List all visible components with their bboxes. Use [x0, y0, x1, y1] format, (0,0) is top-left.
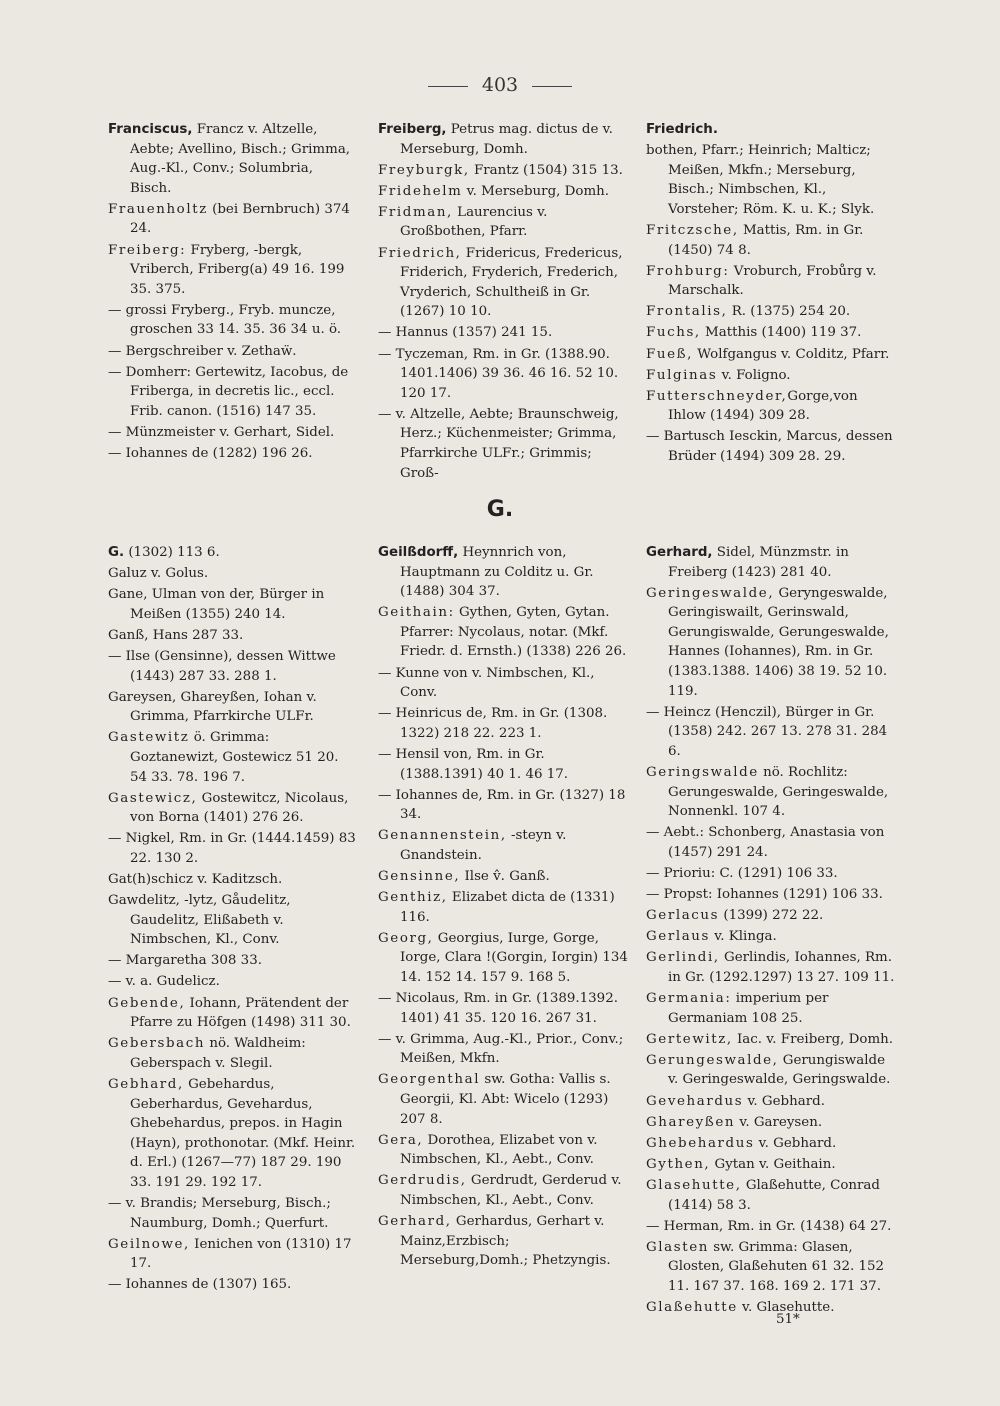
entry-headword: Freiberg: — [108, 242, 187, 258]
entry-text: Laurencius v. Großbothen, Pfarr. — [400, 204, 548, 240]
entry-text: — Propst: Iohannes (1291) 106 33. — [646, 887, 883, 903]
entry-headword: Fritczsche, — [646, 222, 739, 238]
index-entry — [646, 823, 896, 862]
page-number: 403 — [481, 74, 519, 96]
entry-text: nö. Waldheim: Geberspach v. Slegil. — [130, 1036, 306, 1071]
index-entry — [378, 704, 628, 743]
entry-text: Iohann, Prätendent der Pfarre zu Höfgen (1498) 311 30. — [130, 995, 351, 1031]
entry-text: — grossi Fryberg., Fryb. muncze, groschen 33 14. 35. 36 34 u. ö. — [108, 302, 342, 338]
entry-text: v. Foligno. — [717, 367, 791, 383]
entry-text: v. Gareysen. — [735, 1114, 823, 1130]
entry-text: sw. Gotha: Vallis s. Georgii, Kl. Abt: Wicelo (1293) 207 8. — [400, 1072, 611, 1127]
index-entry — [108, 1275, 358, 1295]
entry-headword: Ghebehardus — [646, 1135, 755, 1151]
entry-text: Gareysen, Ghareyßen, Iohan v. Grimma, Pfarrkirche ULFr. — [108, 689, 317, 725]
index-entry — [108, 829, 358, 868]
entry-text: Gythen, Gyten, Gytan. Pfarrer: Nycolaus, notar. (Mkf. Friedr. d. Ernsth.) (1338) 226 26. — [400, 605, 627, 660]
entry-headword: Geringswalde — [646, 765, 759, 781]
entry-headword: Gythen, — [646, 1156, 711, 1172]
entry-headword: G. — [108, 545, 125, 560]
entry-headword: Georgenthal — [378, 1072, 481, 1088]
entry-text: — v. a. Gudelicz. — [108, 974, 220, 990]
column-2-bottom — [378, 543, 628, 1272]
entry-text: — Kunne von v. Nimbschen, Kl., Conv. — [378, 665, 595, 701]
entry-text: — Iohannes de (1282) 196 26. — [108, 446, 313, 461]
entry-headword: Glasehutte, — [646, 1177, 742, 1193]
index-entry — [646, 141, 896, 219]
entry-text: — v. Grimma, Aug.-Kl., Prior., Conv.; Meißen, Mkfn. — [378, 1031, 624, 1067]
index-entry — [646, 1113, 896, 1133]
entry-text: (1302) 113 6. — [124, 545, 220, 560]
entry-headword: Genannenstein, — [378, 828, 507, 844]
entry-text: — Hannus (1357) 241 15. — [378, 325, 553, 341]
entry-headword: Gertewitz, — [646, 1031, 733, 1047]
index-entry — [378, 929, 628, 988]
index-entry — [378, 1212, 628, 1271]
index-entry — [646, 427, 896, 466]
entry-headword: Frohburg: — [646, 263, 730, 279]
entry-headword: Geilnowe, — [108, 1236, 190, 1252]
signature-mark: 51* — [776, 1312, 800, 1327]
index-entry — [646, 302, 896, 322]
index-entry — [378, 786, 628, 825]
entry-headword: Friedrich. — [646, 122, 718, 137]
index-entry — [646, 1217, 896, 1237]
index-entry — [108, 200, 358, 239]
section-letter: G. — [486, 497, 514, 522]
index-entry — [646, 927, 896, 947]
index-entry — [378, 989, 628, 1028]
header-rule-left — [428, 86, 468, 87]
column-1-top — [108, 120, 358, 465]
index-entry — [646, 1092, 896, 1112]
page-header — [0, 74, 1000, 96]
entry-text: Gorge,von Ihlow (1494) 309 28. — [668, 388, 858, 424]
entry-text: Petrus mag. dictus de v. Merseburg, Domh. — [400, 122, 613, 157]
index-entry — [378, 745, 628, 784]
entry-text: Matthis (1400) 119 37. — [700, 325, 862, 341]
entry-text: -steyn v. Gnandstein. — [400, 828, 567, 863]
entry-headword: Germania: — [646, 991, 732, 1007]
entry-text: sw. Grimma: Glasen, Glosten, Glaßehuten 61 32. 152 11. 167 37. 168. 169 2. 171 37. — [668, 1239, 885, 1294]
entry-headword: Frontalis, — [646, 304, 728, 320]
entry-text: Gostewitcz, Nicolaus, von Borna (1401) 276 26. — [130, 790, 349, 826]
index-entry — [378, 867, 628, 887]
entry-text: — Heincz (Henczil), Bürger in Gr. (1358) 242. 267 13. 278 31. 284 6. — [646, 704, 888, 759]
entry-headword: Fridman, — [378, 204, 453, 220]
entry-text: R. (1375) 254 20. — [727, 304, 851, 320]
index-entry — [108, 688, 358, 727]
index-entry — [108, 647, 358, 686]
index-entry — [378, 1171, 628, 1210]
column-3-top — [646, 120, 896, 468]
index-entry — [378, 323, 628, 343]
entry-text: Gerlindis, Iohannes, Rm. in Gr. (1292.1297) 13 27. 109 11. — [668, 950, 895, 985]
entry-headword: Gerlacus — [646, 908, 720, 924]
index-entry — [108, 1194, 358, 1233]
entry-text: v. Merseburg, Domh. — [462, 183, 610, 199]
entry-text: imperium per Germaniam 108 25. — [668, 991, 829, 1026]
column-3-bottom — [646, 543, 896, 1319]
entry-headword: Franciscus, — [108, 122, 193, 137]
entry-text: Galuz v. Golus. — [108, 566, 209, 582]
index-entry — [378, 888, 628, 927]
index-entry — [108, 543, 358, 563]
index-entry — [108, 241, 358, 300]
entry-text: ö. Grimma: Goztanewizt, Gostewicz 51 20. 54 33. 78. 196 7. — [130, 730, 339, 785]
entry-headword: Gera, — [378, 1132, 424, 1148]
index-entry — [108, 728, 358, 787]
index-entry — [108, 1075, 358, 1193]
index-entry — [108, 994, 358, 1033]
index-entry — [378, 603, 628, 662]
entry-text: v. Glasehutte. — [737, 1299, 835, 1315]
index-entry — [646, 345, 896, 365]
entry-text: v. Gebhard. — [754, 1135, 837, 1151]
index-entry — [108, 363, 358, 422]
entry-text: Gerungiswalde v. Geringeswalde, Geringswalde. — [668, 1052, 891, 1088]
entry-headword: Gerungeswalde, — [646, 1052, 779, 1068]
index-entry — [646, 120, 896, 140]
index-entry — [108, 870, 358, 890]
index-entry — [108, 951, 358, 971]
entry-headword: Gebende, — [108, 995, 186, 1011]
index-entry — [646, 262, 896, 301]
entry-text: Ienichen von (1310) 17 17. — [130, 1236, 352, 1272]
entry-headword: Fuchs, — [646, 325, 701, 341]
index-entry — [378, 826, 628, 865]
entry-text: — Aebt.: Schonberg, Anastasia von (1457) 291 24. — [646, 825, 885, 860]
entry-text: Wolfgangus v. Colditz, Pfarr. — [693, 346, 890, 362]
index-entry — [108, 626, 358, 646]
index-entry — [646, 1030, 896, 1050]
index-entry — [646, 989, 896, 1028]
index-entry — [108, 564, 358, 584]
entry-text: — Iohannes de, Rm. in Gr. (1327) 18 34. — [378, 787, 626, 823]
index-entry — [646, 221, 896, 260]
entry-headword: Freiberg, — [378, 122, 447, 137]
entry-text: Iac. v. Freiberg, Domh. — [732, 1031, 894, 1047]
entry-text: (bei Bernbruch) 374 24. — [130, 201, 350, 237]
entry-headword: Georg, — [378, 930, 434, 946]
entry-text: Fryberg, -bergk, Vriberch, Friberg(a) 49 16. 199 35. 375. — [130, 242, 345, 297]
index-entry — [646, 584, 896, 702]
entry-text: — Bergschreiber v. Zethaẅ. — [108, 343, 297, 359]
entry-text: — Münzmeister v. Gerhart, Sidel. — [108, 424, 335, 440]
index-entry — [646, 1176, 896, 1215]
entry-text: Gane, Ulman von der, Bürger in Meißen (1355) 240 14. — [108, 587, 325, 622]
entry-text: Glaßehutte, Conrad (1414) 58 3. — [668, 1177, 880, 1213]
index-entry — [108, 1235, 358, 1274]
index-entry — [378, 161, 628, 181]
entry-text: — Iohannes de (1307) 165. — [108, 1277, 292, 1293]
column-1-bottom — [108, 543, 358, 1296]
index-entry — [646, 543, 896, 582]
entry-text: — Heinricus de, Rm. in Gr. (1308. 1322) 218 22. 223 1. — [378, 706, 608, 741]
index-entry — [378, 182, 628, 202]
index-entry — [646, 1134, 896, 1154]
entry-headword: Geilßdorff, — [378, 545, 459, 560]
entry-headword: Fridehelm — [378, 183, 463, 199]
index-entry — [108, 585, 358, 624]
entry-headword: Gensinne, — [378, 869, 461, 884]
entry-text: Gytan v. Geithain. — [710, 1156, 836, 1172]
entry-text: Gat(h)schicz v. Kaditzsch. — [108, 872, 283, 887]
entry-headword: Gerdrudis, — [378, 1173, 467, 1189]
entry-text: — Herman, Rm. in Gr. (1438) 64 27. — [646, 1218, 892, 1234]
entry-text: Georgius, Iurge, Gorge, Iorge, Clara !(Gorgin, Iorgin) 134 14. 152 14. 157 9. 168 5. — [400, 930, 628, 985]
entry-text: Geryngeswalde, Geringiswailt, Gerinswald, Gerungiswalde, Gerungeswalde, Hannes (Iohannes), Rm. in Gr. (1383.1388. 1406) 38 19. 52 10. 119. — [668, 585, 889, 699]
index-entry — [646, 948, 896, 987]
entry-headword: Glaßehutte — [646, 1299, 738, 1315]
entry-text: — v. Altzelle, Aebte; Braunschweig, Herz.; Küchenmeister; Grimma, Pfarrkirche ULFr.; Grimmis; Groß- — [378, 406, 619, 481]
entry-text: v. Klinga. — [710, 929, 777, 945]
entry-text: Dorothea, Elizabet von v. Nimbschen, Kl., Aebt., Conv. — [400, 1132, 598, 1168]
entry-headword: Frauenholtz — [108, 201, 208, 217]
entry-text: Ganß, Hans 287 33. — [108, 627, 244, 643]
entry-headword: Freyburgk, — [378, 162, 470, 178]
entry-headword: Ghareyßen — [646, 1114, 736, 1130]
entry-text: Frantz (1504) 315 13. — [469, 162, 623, 178]
entry-text: Sidel, Münzmstr. in Freiberg (1423) 281 40. — [668, 545, 849, 580]
index-entry — [108, 1034, 358, 1073]
entry-text: — Tyczeman, Rm. in Gr. (1388.90. 1401.1406) 39 36. 46 16. 52 10. 120 17. — [378, 346, 619, 401]
index-entry — [378, 405, 628, 483]
index-entry — [108, 972, 358, 992]
index-entry — [108, 301, 358, 340]
entry-headword: Futterschneyder, — [646, 388, 788, 404]
entry-text: Gerhardus, Gerhart v. Mainz,Erzbisch; Merseburg,Domh.; Phetzyngis. — [400, 1214, 611, 1269]
index-entry — [646, 703, 896, 762]
entry-headword: Geithain: — [378, 605, 455, 621]
header-rule-right — [532, 86, 572, 87]
index-entry — [646, 1051, 896, 1090]
index-entry — [646, 763, 896, 822]
entry-text: — Hensil von, Rm. in Gr. (1388.1391) 40 1. 46 17. — [378, 746, 569, 782]
entry-text: — Prioriu: C. (1291) 106 33. — [646, 866, 838, 881]
index-entry — [646, 1238, 896, 1297]
index-entry — [378, 120, 628, 159]
entry-headword: Fulginas — [646, 367, 718, 383]
entry-headword: Glasten — [646, 1239, 709, 1255]
entry-text: Ilse v̂. Ganß. — [460, 869, 550, 884]
entry-text: Francz v. Altzelle, Aebte; Avellino, Bisch.; Grimma, Aug.-Kl., Conv.; Solumbria, Bisch. — [130, 122, 351, 196]
entry-text: Elizabet dicta de (1331) 116. — [400, 890, 615, 925]
index-entry — [378, 203, 628, 242]
entry-headword: Gerhard, — [646, 545, 713, 560]
entry-text: — Ilse (Gensinne), dessen Wittwe (1443) 287 33. 288 1. — [108, 648, 336, 684]
entry-text: (1399) 272 22. — [719, 908, 824, 924]
entry-text: nö. Rochlitz: Gerungeswalde, Geringeswalde, Nonnenkl. 107 4. — [668, 765, 889, 820]
index-entry — [108, 789, 358, 828]
entry-headword: Gerlaus — [646, 929, 710, 945]
index-entry — [378, 1070, 628, 1129]
index-entry — [108, 120, 358, 198]
entry-headword: Genthiz, — [378, 890, 448, 906]
index-entry — [108, 423, 358, 443]
entry-text: — Domherr: Gertewitz, Iacobus, de Friberga, in decretis lic., eccl. Frib. canon. (1516) 147 35. — [108, 364, 349, 419]
index-entry — [646, 864, 896, 884]
index-entry — [646, 885, 896, 905]
index-entry — [646, 387, 896, 426]
entry-headword: Gebersbach — [108, 1036, 206, 1052]
column-2-top — [378, 120, 628, 485]
index-entry — [646, 366, 896, 386]
index-entry — [378, 543, 628, 602]
index-entry — [646, 906, 896, 926]
entry-text: Gawdelitz, -lytz, Gåudelitz, Gaudelitz, Elißabeth v. Nimbschen, Kl., Conv. — [108, 893, 291, 948]
index-entry — [108, 891, 358, 950]
entry-headword: Gevehardus — [646, 1093, 744, 1109]
entry-text: Fridericus, Fredericus, Friderich, Fryderich, Frederich, Vryderich, Schultheiß in Gr. (1267) 10 10. — [400, 245, 623, 320]
entry-text: Vroburch, Frobůrg v. Marschalk. — [668, 263, 877, 299]
entry-text: Gebehardus, Geberhardus, Gevehardus, Ghebehardus, prepos. in Hagin (Hayn), prothonotar. (Mkf. Heinr. d. Erl.) (1267—77) 187 29. 190 33. 191 29. 192 17. — [130, 1076, 356, 1190]
entry-text: — Nigkel, Rm. in Gr. (1444.1459) 83 22. 130 2. — [108, 831, 356, 866]
entry-text: — Nicolaus, Rm. in Gr. (1389.1392. 1401) 41 35. 120 16. 267 31. — [378, 991, 618, 1026]
entry-text: — Margaretha 308 33. — [108, 953, 262, 969]
entry-text: v. Gebhard. — [743, 1093, 825, 1109]
index-entry — [378, 1030, 628, 1069]
index-entry — [378, 244, 628, 322]
entry-headword: Gastewicz, — [108, 790, 198, 806]
index-entry — [378, 345, 628, 404]
entry-text: Mattis, Rm. in Gr. (1450) 74 8. — [668, 222, 864, 258]
entry-text: — Bartusch Iesckin, Marcus, dessen Brüder (1494) 309 28. 29. — [646, 429, 893, 464]
index-entry — [378, 1131, 628, 1170]
index-entry — [646, 323, 896, 343]
index-entry — [646, 1155, 896, 1175]
entry-text: — v. Brandis; Merseburg, Bisch.; Naumburg, Domh.; Querfurt. — [108, 1196, 331, 1231]
entry-headword: Geringeswalde, — [646, 585, 775, 601]
entry-headword: Gastewitz — [108, 730, 190, 746]
entry-headword: Gerhard, — [378, 1214, 452, 1230]
entry-headword: Fueß, — [646, 346, 694, 362]
index-entry — [108, 342, 358, 362]
entry-text: Gerdrudt, Gerderud v. Nimbschen, Kl., Aebt., Conv. — [400, 1173, 622, 1208]
index-entry — [378, 664, 628, 703]
entry-headword: Gebhard, — [108, 1076, 184, 1092]
entry-headword: Friedrich, — [378, 245, 462, 261]
entry-headword: Gerlindi, — [646, 950, 720, 966]
entry-text: Heynnrich von, Hauptmann zu Colditz u. Gr. (1488) 304 37. — [400, 545, 594, 600]
entry-text: bothen, Pfarr.; Heinrich; Malticz; Meißen, Mkfn.; Merseburg, Bisch.; Nimbschen, Kl., Vorsteher; Röm. K. u. K.; Slyk. — [646, 143, 875, 217]
index-entry — [646, 1298, 896, 1318]
index-entry — [108, 444, 358, 464]
